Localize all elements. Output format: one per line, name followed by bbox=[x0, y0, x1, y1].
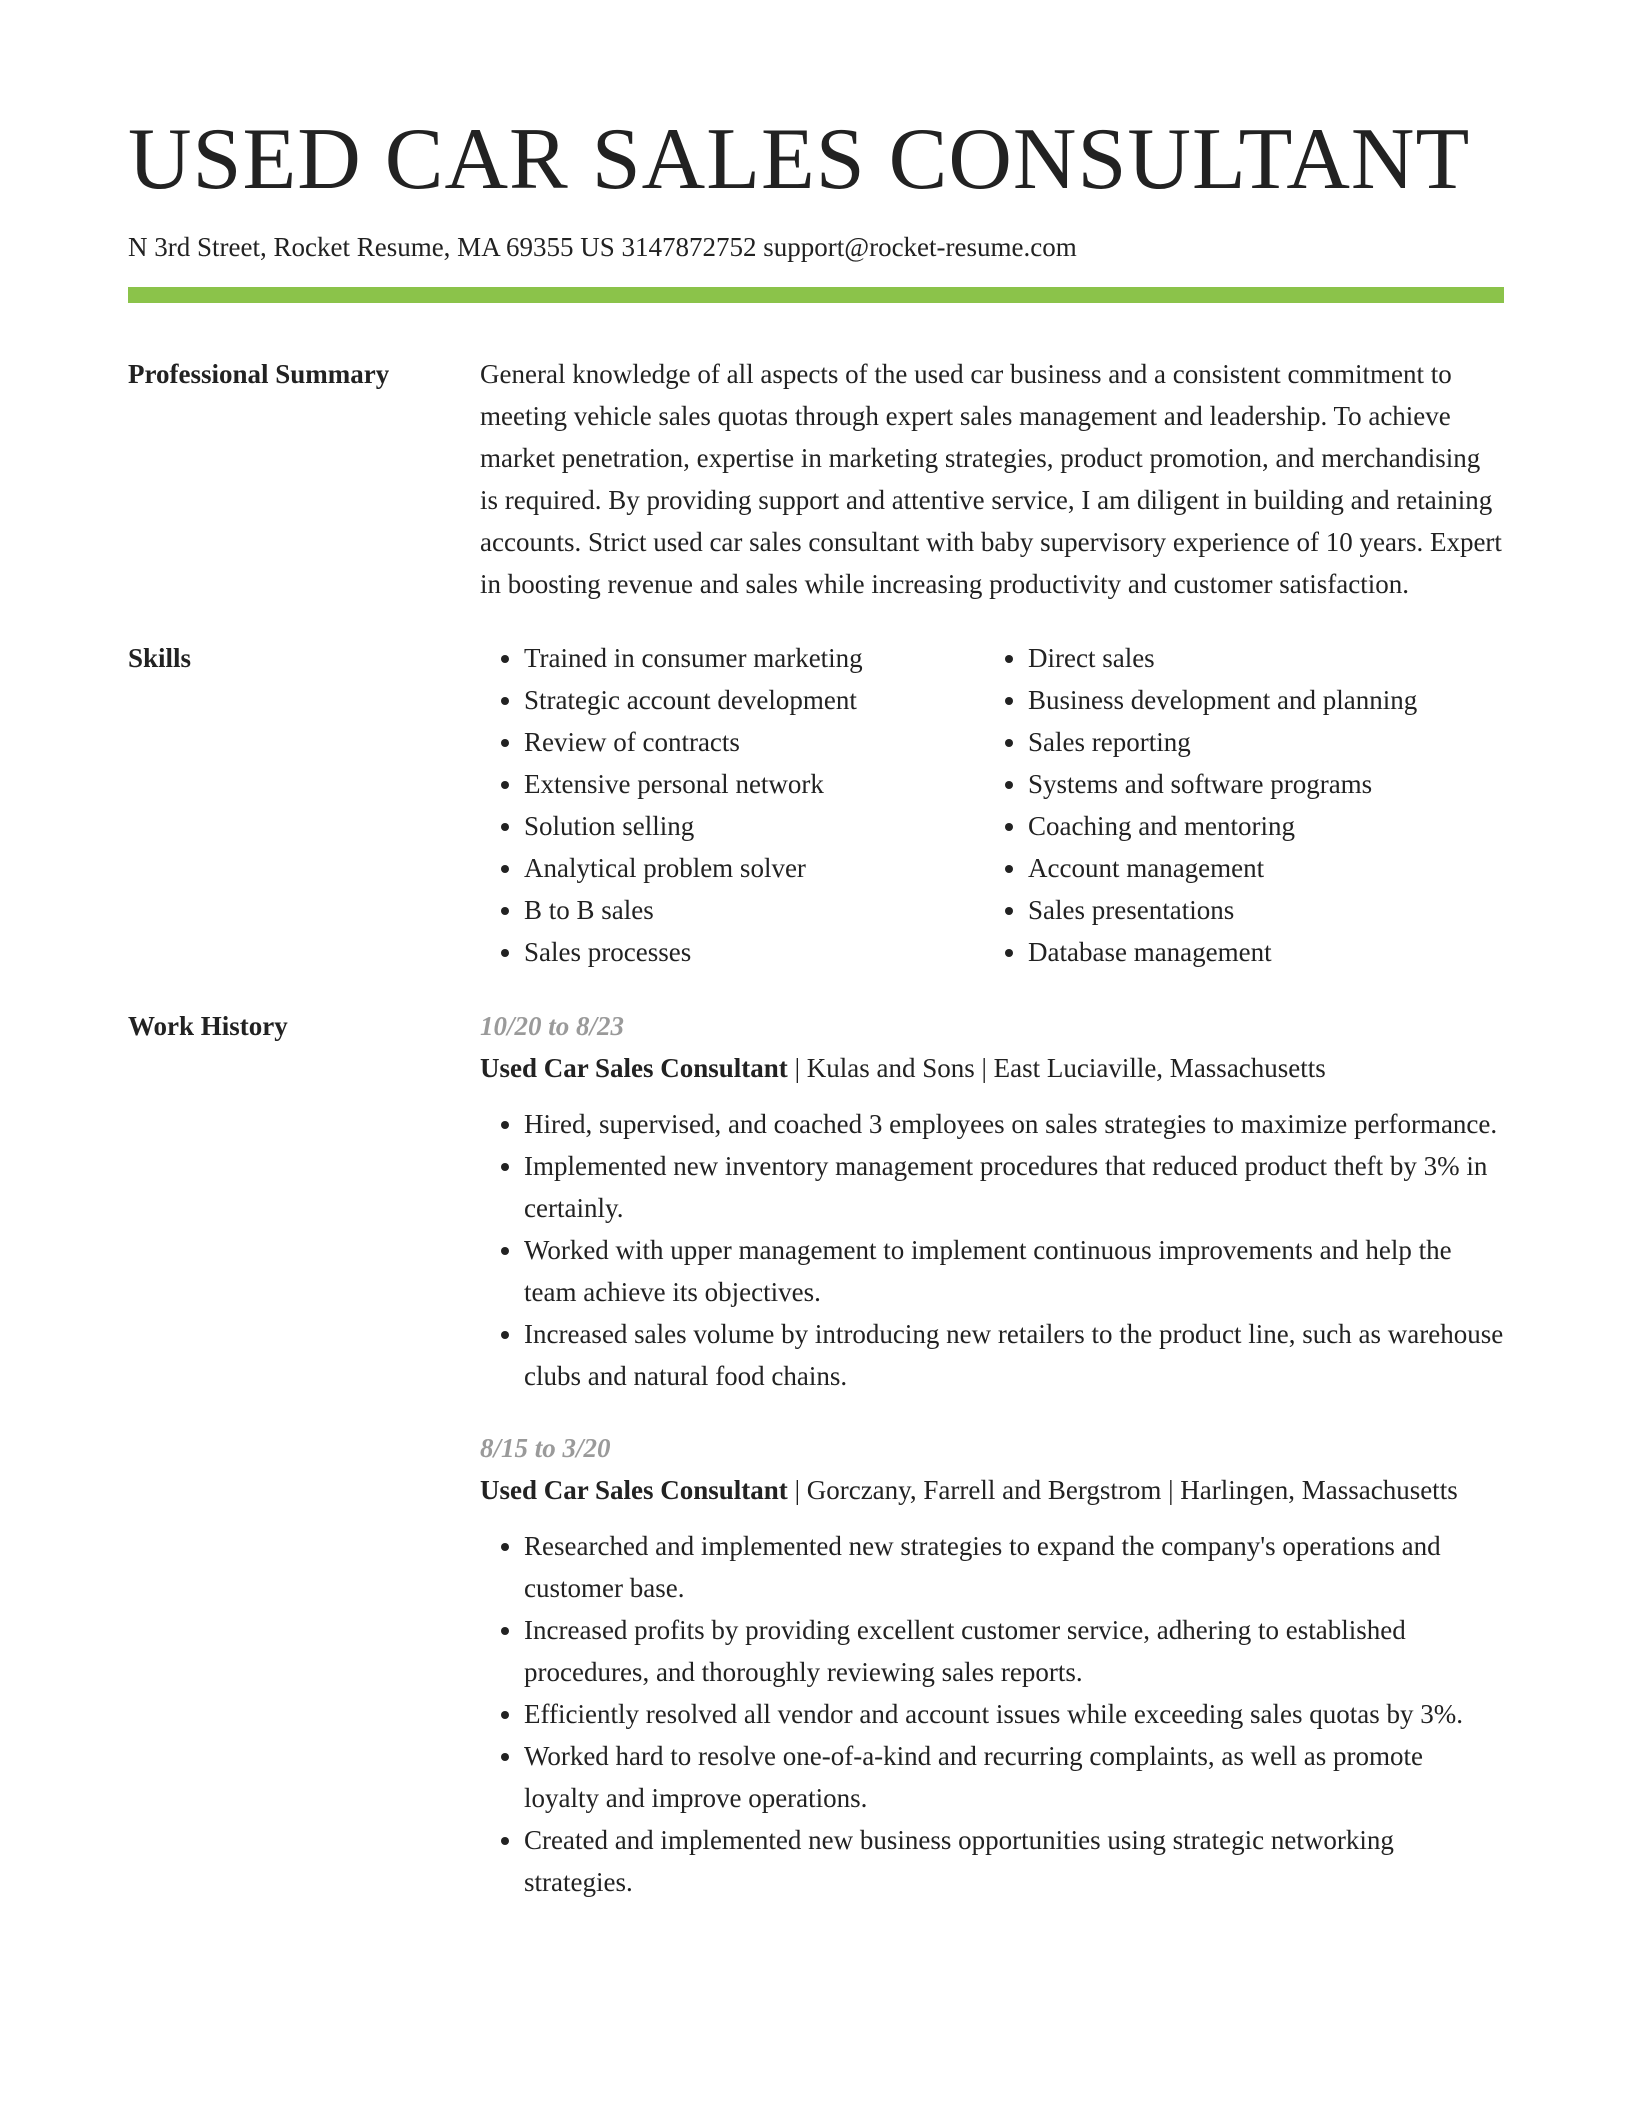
skill-item: • Review of contracts bbox=[524, 721, 984, 763]
work-history-body bbox=[480, 1005, 1504, 1933]
skill-item: • Database management bbox=[1028, 931, 1488, 973]
skill-item: • Solution selling bbox=[524, 805, 984, 847]
job-bullet: • Researched and implemented new strategies to expand the company's operations and customer base. bbox=[524, 1525, 1504, 1609]
skills-column-left bbox=[480, 637, 984, 973]
summary-text: General knowledge of all aspects of the used car business and a consistent commitment to meeting vehicle sales quotas through expert sales management and leadership. To achieve market penetration, expertise in marketing strategies, product promotion, and merchandising is required. By providing support and attentive service, I am diligent in building and retaining accounts. Strict used car sales consultant with baby supervisory experience of 10 years. Expert in boosting revenue and sales while increasing productivity and customer satisfaction. bbox=[480, 359, 1502, 600]
accent-divider bbox=[128, 287, 1504, 303]
job-bullet: • Worked hard to resolve one-of-a-kind and recurring complaints, as well as promote loyalty and improve operations. bbox=[524, 1735, 1504, 1819]
job-bullet: • Implemented new inventory management procedures that reduced product theft by 3% in certainly. bbox=[524, 1145, 1504, 1229]
summary-section bbox=[128, 353, 1504, 605]
skill-item: • B to B sales bbox=[524, 889, 984, 931]
resume-title: USED CAR SALES CONSULTANT bbox=[128, 111, 1471, 208]
job-title: Used Car Sales Consultant bbox=[480, 1053, 788, 1084]
work-history-heading: Work History bbox=[128, 1011, 288, 1042]
job-company-location: | Kulas and Sons | East Luciaville, Massachusetts bbox=[787, 1053, 1326, 1084]
job-bullets bbox=[480, 1525, 1504, 1903]
summary-heading: Professional Summary bbox=[128, 359, 390, 390]
job-bullets bbox=[480, 1103, 1504, 1397]
job-dates: 8/15 to 3/20 bbox=[480, 1433, 611, 1464]
job-company-location: | Gorczany, Farrell and Bergstrom | Harlingen, Massachusetts bbox=[787, 1475, 1458, 1506]
job-dates: 10/20 to 8/23 bbox=[480, 1011, 625, 1042]
skill-item: • Business development and planning bbox=[1028, 679, 1488, 721]
contact-phone: 3147872752 bbox=[621, 232, 757, 262]
skill-item: • Systems and software programs bbox=[1028, 763, 1488, 805]
job-heading bbox=[480, 1047, 1504, 1089]
skill-item: • Sales presentations bbox=[1028, 889, 1488, 931]
job-bullet: • Efficiently resolved all vendor and account issues while exceeding sales quotas by 3%. bbox=[524, 1693, 1504, 1735]
job-entry bbox=[480, 1427, 1504, 1903]
skills-column-right bbox=[984, 637, 1488, 973]
skill-item: • Account management bbox=[1028, 847, 1488, 889]
skill-item: • Strategic account development bbox=[524, 679, 984, 721]
job-entry bbox=[480, 1005, 1504, 1397]
skills-grid bbox=[480, 637, 1504, 973]
job-bullet: • Hired, supervised, and coached 3 employees on sales strategies to maximize performance. bbox=[524, 1103, 1504, 1145]
skill-item: • Sales reporting bbox=[1028, 721, 1488, 763]
skill-item: • Analytical problem solver bbox=[524, 847, 984, 889]
skill-item: • Direct sales bbox=[1028, 637, 1488, 679]
skill-item: • Trained in consumer marketing bbox=[524, 637, 984, 679]
work-history-section bbox=[128, 1005, 1504, 1933]
resume-page bbox=[128, 0, 1504, 1933]
contact-address: N 3rd Street, Rocket Resume, MA 69355 US bbox=[128, 232, 615, 262]
job-bullet: • Increased profits by providing excellent customer service, adhering to established procedures, and thoroughly reviewing sales reports. bbox=[524, 1609, 1504, 1693]
job-title: Used Car Sales Consultant bbox=[480, 1475, 788, 1506]
job-bullet: • Created and implemented new business opportunities using strategic networking strategies. bbox=[524, 1819, 1504, 1903]
job-heading bbox=[480, 1469, 1504, 1511]
skill-item: • Coaching and mentoring bbox=[1028, 805, 1488, 847]
job-bullet: • Increased sales volume by introducing new retailers to the product line, such as warehouse clubs and natural food chains. bbox=[524, 1313, 1504, 1397]
job-bullet: • Worked with upper management to implement continuous improvements and help the team achieve its objectives. bbox=[524, 1229, 1504, 1313]
contact-line bbox=[128, 230, 1504, 265]
contact-email: support@rocket-resume.com bbox=[763, 232, 1077, 262]
skills-heading: Skills bbox=[128, 643, 192, 674]
skills-section bbox=[128, 637, 1504, 973]
skill-item: • Sales processes bbox=[524, 931, 984, 973]
skill-item: • Extensive personal network bbox=[524, 763, 984, 805]
